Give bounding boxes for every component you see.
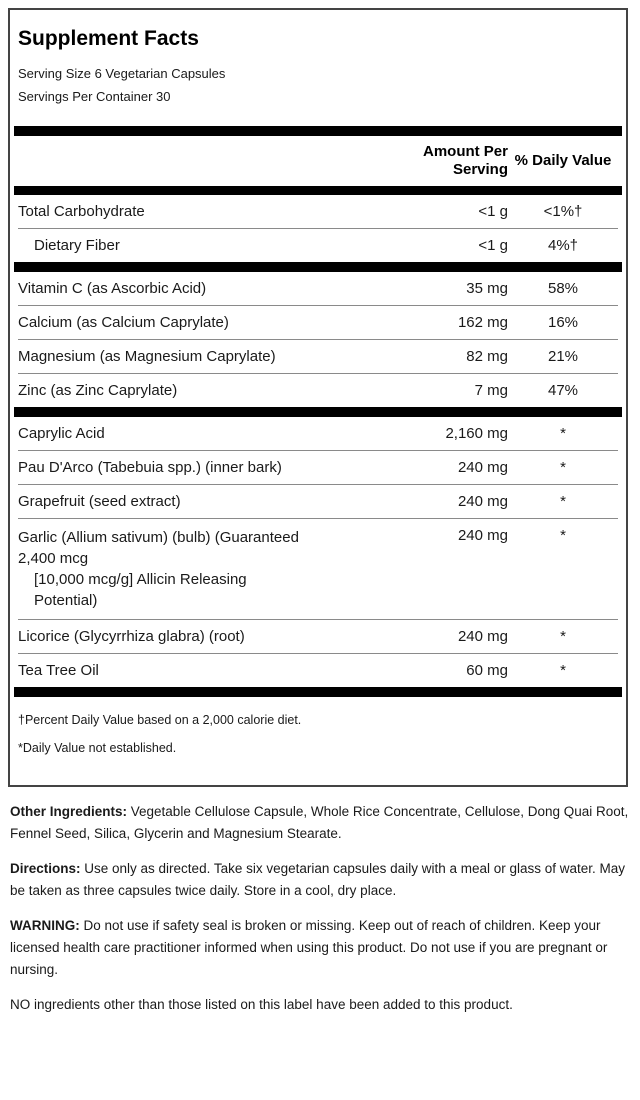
table-row xyxy=(18,450,618,484)
table-row xyxy=(18,373,618,407)
ingredient-name: Grapefruit (seed extract) xyxy=(18,493,181,510)
nutrient-name: Vitamin C (as Ascorbic Acid) xyxy=(18,280,207,297)
ingredient-daily-value: * xyxy=(560,662,566,679)
panel-title: Supplement Facts xyxy=(18,27,199,50)
thick-divider xyxy=(14,687,622,697)
other-ingredients-label: Other Ingredients: xyxy=(10,804,128,819)
nutrient-amount: <1 g xyxy=(478,203,508,220)
carbohydrate-section xyxy=(18,195,618,262)
vitamins-minerals-section xyxy=(18,272,618,407)
nutrient-amount: 162 mg xyxy=(457,314,508,331)
nutrient-name: Calcium (as Calcium Caprylate) xyxy=(18,314,229,331)
amount-per-serving-header: Amount Per Serving xyxy=(422,143,508,178)
table-row xyxy=(18,305,618,339)
table-row xyxy=(18,228,618,262)
no-ingredients-paragraph xyxy=(10,994,630,1016)
table-row xyxy=(18,272,618,305)
ingredient-amount: 240 mg xyxy=(457,527,508,544)
directions-paragraph xyxy=(10,858,630,902)
serving-info xyxy=(18,62,618,108)
ingredient-amount: 60 mg xyxy=(466,662,508,679)
thick-divider xyxy=(14,186,622,195)
table-row xyxy=(18,417,618,450)
nutrient-name: Total Carbohydrate xyxy=(18,203,145,220)
table-row xyxy=(18,339,618,373)
ingredient-daily-value: * xyxy=(560,493,566,510)
ingredient-amount: 240 mg xyxy=(457,459,508,476)
table-row xyxy=(18,195,618,228)
table-row xyxy=(18,619,618,653)
warning-text: Do not use if safety seal is broken or missing. Keep out of reach of children. Keep your licensed health care practitioner informed when using this product. Do not use if you are pregnant or nursing. xyxy=(10,918,608,977)
nutrient-amount: 82 mg xyxy=(466,348,508,365)
directions-text: Use only as directed. Take six vegetarian capsules daily with a meal or glass of water. May be taken as three capsules twice daily. Store in a cool, dry place. xyxy=(10,861,626,898)
no-ingredients-text: NO ingredients other than those listed on this label have been added to this product. xyxy=(10,997,513,1012)
table-header-row xyxy=(18,136,618,186)
ingredient-daily-value: * xyxy=(560,425,566,442)
serving-size: Serving Size 6 Vegetarian Capsules xyxy=(18,66,226,81)
table-row-garlic xyxy=(18,518,618,619)
nutrient-amount: 35 mg xyxy=(466,280,508,297)
nutrient-daily-value: 21% xyxy=(547,348,579,365)
thick-divider xyxy=(14,262,622,272)
directions-label: Directions: xyxy=(10,861,81,876)
table-row xyxy=(18,484,618,518)
nutrient-name: Zinc (as Zinc Caprylate) xyxy=(18,382,178,399)
ingredient-name: Caprylic Acid xyxy=(18,425,105,442)
nutrient-amount: 7 mg xyxy=(474,382,508,399)
nutrient-daily-value: 58% xyxy=(547,280,579,297)
nutrient-name: Magnesium (as Magnesium Caprylate) xyxy=(18,348,276,365)
ingredient-name-line: Garlic (Allium sativum) (bulb) (Guaranteed xyxy=(18,529,299,546)
ingredient-name: Tea Tree Oil xyxy=(18,662,99,679)
not-established-footnote: *Daily Value not established. xyxy=(18,741,177,755)
ingredient-daily-value: * xyxy=(560,527,566,544)
percent-daily-value-header: % Daily Value xyxy=(514,152,612,169)
table-row xyxy=(18,653,618,687)
ingredient-name-subline: [10,000 mcg/g] Allicin Releasing xyxy=(34,571,247,588)
ingredient-daily-value: * xyxy=(560,459,566,476)
ingredient-amount: 2,160 mg xyxy=(445,425,508,442)
nutrient-daily-value: 47% xyxy=(547,382,579,399)
servings-per-container: Servings Per Container 30 xyxy=(18,89,171,104)
botanicals-section xyxy=(18,417,618,687)
ingredient-name xyxy=(18,527,388,611)
ingredient-name-line: 2,400 mcg xyxy=(18,550,89,567)
warning-paragraph xyxy=(10,915,630,981)
nutrient-daily-value: 16% xyxy=(547,314,579,331)
thick-divider xyxy=(14,126,622,136)
ingredient-amount: 240 mg xyxy=(457,493,508,510)
nutrient-amount: <1 g xyxy=(478,237,508,254)
nutrient-daily-value: 4%† xyxy=(547,237,579,254)
nutrient-name: Dietary Fiber xyxy=(34,237,120,254)
label-info-section xyxy=(10,801,630,1029)
daily-value-footnote: †Percent Daily Value based on a 2,000 calorie diet. xyxy=(18,713,302,727)
supplement-facts-panel xyxy=(8,8,628,787)
other-ingredients-paragraph xyxy=(10,801,630,845)
nutrient-daily-value: <1%† xyxy=(543,203,583,220)
other-ingredients-text: Vegetable Cellulose Capsule, Whole Rice Concentrate, Cellulose, Dong Quai Root, Fennel Seed, Silica, Glycerin and Magnesium Stearate. xyxy=(10,804,629,841)
ingredient-name: Licorice (Glycyrrhiza glabra) (root) xyxy=(18,628,245,645)
ingredient-name: Pau D'Arco (Tabebuia spp.) (inner bark) xyxy=(18,459,282,476)
thick-divider xyxy=(14,407,622,417)
ingredient-daily-value: * xyxy=(560,628,566,645)
ingredient-name-subline: Potential) xyxy=(34,592,98,609)
warning-label: WARNING: xyxy=(10,918,80,933)
ingredient-amount: 240 mg xyxy=(457,628,508,645)
